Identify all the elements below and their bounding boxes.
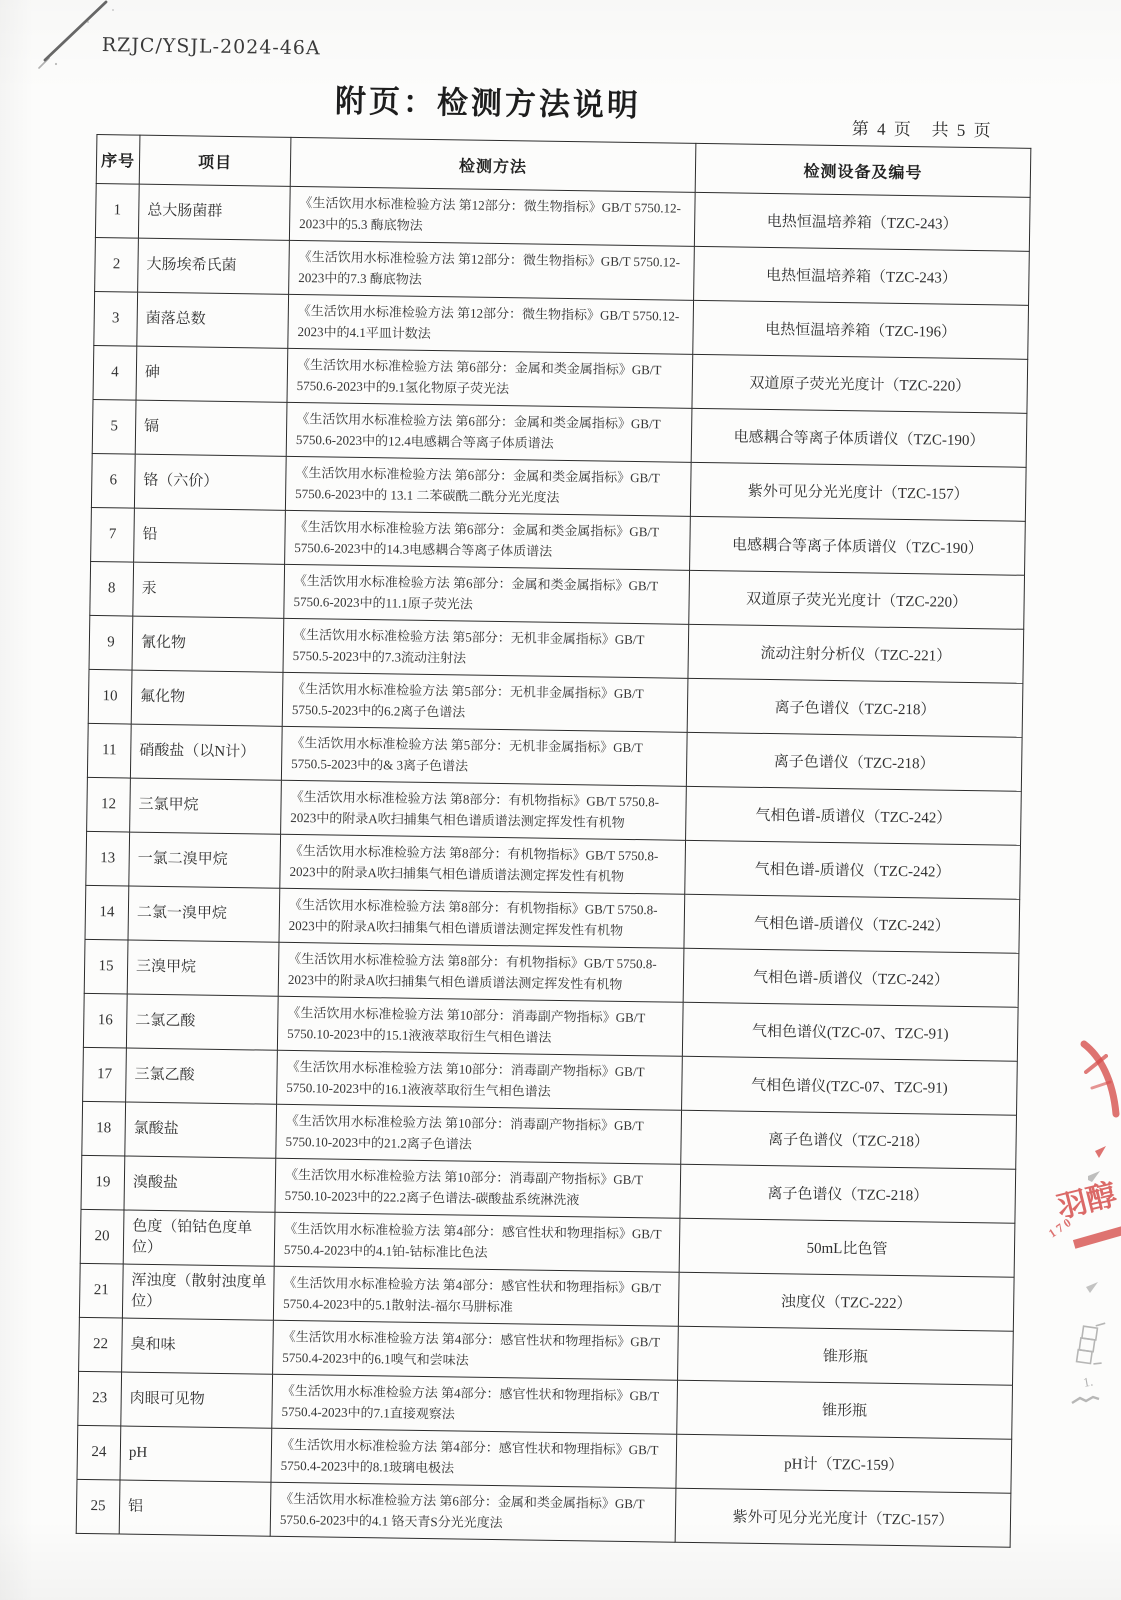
cell-method: 《生活饮用水标准检验方法 第12部分：微生物指标》GB/T 5750.12-2023中的7.3 酶底物法 (289, 240, 695, 300)
cell-serial-number: 3 (94, 291, 138, 346)
cell-method: 《生活饮用水标准检验方法 第4部分：感官性状和物理指标》GB/T 5750.4-2023中的8.1玻璃电极法 (271, 1428, 677, 1488)
cell-method: 《生活饮用水标准检验方法 第4部分：感官性状和物理指标》GB/T 5750.4-2023中的5.1散射法-福尔马肼标准 (273, 1266, 679, 1326)
methods-table-body (76, 183, 1030, 1547)
cell-item: 肉眼可见物 (121, 1372, 273, 1428)
scan-artifact-marks (1026, 1255, 1121, 1415)
cell-device: 双道原子荧光光度计（TZC-220） (689, 570, 1025, 629)
cell-device: 气相色谱-质谱仪（TZC-242） (685, 840, 1021, 899)
gray-arrow-mark (1088, 1171, 1100, 1182)
cell-device: 锥形瓶 (678, 1326, 1014, 1385)
cell-device: 气相色谱-质谱仪（TZC-242） (683, 948, 1019, 1007)
cell-item: 三氯乙酸 (126, 1048, 278, 1104)
cell-device: 双道原子荧光光度计（TZC-220） (692, 354, 1028, 413)
cell-method: 《生活饮用水标准检验方法 第10部分：消毒副产物指标》GB/T 5750.10-2023中的16.1液液萃取衍生气相色谱法 (277, 1050, 683, 1110)
cell-item: 氯酸盐 (125, 1102, 277, 1158)
cell-device: 电热恒温培养箱（TZC-243） (694, 192, 1030, 251)
cell-serial-number: 21 (79, 1263, 123, 1318)
cell-device: 离子色谱仪（TZC-218） (680, 1164, 1016, 1223)
header-serial-number: 序号 (96, 134, 140, 184)
cell-serial-number: 5 (92, 399, 136, 454)
cell-serial-number: 17 (83, 1047, 127, 1102)
cell-serial-number: 20 (80, 1209, 124, 1264)
cell-device: 电感耦合等离子体质谱仪（TZC-190） (690, 516, 1026, 575)
cell-serial-number: 25 (76, 1479, 120, 1534)
cell-item: 浑浊度（散射浊度单位） (122, 1264, 274, 1320)
cell-item: 铝 (119, 1480, 271, 1536)
cell-serial-number: 24 (77, 1425, 121, 1480)
cell-method: 《生活饮用水标准检验方法 第6部分：金属和类金属指标》GB/T 5750.6-2023中的14.3电感耦合等离子体质谱法 (285, 510, 691, 570)
cell-item: 硝酸盐（以N计） (130, 724, 282, 780)
cell-method: 《生活饮用水标准检验方法 第4部分：感官性状和物理指标》GB/T 5750.4-2023中的7.1直接观察法 (272, 1374, 678, 1434)
cell-serial-number: 9 (89, 615, 133, 670)
cell-method: 《生活饮用水标准检验方法 第4部分：感官性状和物理指标》GB/T 5750.4-2023中的6.1嗅气和尝味法 (273, 1320, 679, 1380)
cell-device: 50mL比色管 (679, 1218, 1015, 1277)
cell-serial-number: 2 (95, 237, 139, 292)
cell-serial-number: 15 (84, 939, 128, 994)
header-item: 项目 (139, 135, 291, 186)
cell-serial-number: 4 (93, 345, 137, 400)
cell-serial-number: 18 (82, 1101, 126, 1156)
cell-method: 《生活饮用水标准检验方法 第8部分：有机物指标》GB/T 5750.8-2023中的附录A吹扫捕集气相色谱质谱法测定挥发性有机物 (279, 888, 685, 948)
cell-device: 电热恒温培养箱（TZC-196） (693, 300, 1029, 359)
cell-method: 《生活饮用水标准检验方法 第5部分：无机非金属指标》GB/T 5750.5-2023中的6.2离子色谱法 (282, 672, 688, 732)
cell-device: 紫外可见分光光度计（TZC-157） (690, 462, 1026, 521)
page-number-label: 第 4 页 共 5 页 (851, 119, 993, 141)
cell-method: 《生活饮用水标准检验方法 第6部分：金属和类金属指标》GB/T 5750.6-2023中的4.1 铬天青S分光光度法 (270, 1482, 676, 1542)
cell-item: pH (120, 1426, 272, 1482)
cell-item: 三氯甲烷 (130, 778, 282, 834)
cell-method: 《生活饮用水标准检验方法 第12部分：微生物指标》GB/T 5750.12-2023中的4.1平皿计数法 (288, 294, 694, 354)
cell-item: 一氯二溴甲烷 (129, 832, 281, 888)
cell-device: 锥形瓶 (677, 1380, 1013, 1439)
cell-item: 铬（六价） (134, 454, 286, 510)
cell-item: 溴酸盐 (124, 1156, 276, 1212)
red-seal-fragment (1026, 1030, 1121, 1260)
cell-device: 气相色谱仪(TZC-07、TZC-91) (682, 1056, 1018, 1115)
methods-table (76, 134, 1032, 1548)
seal-speck (1095, 1146, 1106, 1158)
cell-item: 三溴甲烷 (127, 940, 279, 996)
cell-serial-number: 10 (88, 669, 132, 724)
cell-item: 砷 (136, 346, 288, 402)
cell-method: 《生活饮用水标准检验方法 第10部分：消毒副产物指标》GB/T 5750.10-2023中的22.2离子色谱法-碳酸盐系统淋洗液 (275, 1158, 681, 1218)
cell-device: 气相色谱-质谱仪（TZC-242） (684, 894, 1020, 953)
cell-serial-number: 7 (91, 507, 135, 562)
cell-method: 《生活饮用水标准检验方法 第5部分：无机非金属指标》GB/T 5750.5-2023中的7.3流动注射法 (283, 618, 689, 678)
cell-item: 铅 (134, 508, 286, 564)
cell-serial-number: 23 (78, 1371, 122, 1426)
seal-character-fragment: 羽醇 (1053, 1178, 1120, 1225)
cell-method: 《生活饮用水标准检验方法 第10部分：消毒副产物指标》GB/T 5750.10-2023中的15.1液液萃取衍生气相色谱法 (277, 996, 683, 1056)
page-title: 附页：检测方法说明 (334, 83, 642, 124)
cell-serial-number: 14 (85, 885, 129, 940)
cell-serial-number: 19 (81, 1155, 125, 1210)
cell-item: 二氯一溴甲烷 (128, 886, 280, 942)
cell-method: 《生活饮用水标准检验方法 第5部分：无机非金属指标》GB/T 5750.5-2023中的& 3离子色谱法 (281, 726, 687, 786)
seal-edge-bar (1073, 1223, 1121, 1249)
cell-device: 流动注射分析仪（TZC-221） (688, 624, 1024, 683)
cell-method: 《生活饮用水标准检验方法 第8部分：有机物指标》GB/T 5750.8-2023中的附录A吹扫捕集气相色谱质谱法测定挥发性有机物 (281, 780, 687, 840)
cell-serial-number: 13 (86, 831, 130, 886)
header-method: 检测方法 (290, 137, 696, 192)
cell-serial-number: 16 (83, 993, 127, 1048)
cell-item: 镉 (135, 400, 287, 456)
cell-device: 离子色谱仪（TZC-218） (687, 678, 1023, 737)
cell-method: 《生活饮用水标准检验方法 第6部分：金属和类金属指标》GB/T 5750.6-2023中的11.1原子荧光法 (284, 564, 690, 624)
document-code: RZJC/YSJL-2024-46A (101, 34, 321, 60)
cell-device: 离子色谱仪（TZC-218） (686, 732, 1022, 791)
cell-method: 《生活饮用水标准检验方法 第6部分：金属和类金属指标》GB/T 5750.6-2023中的 13.1 二苯碳酰二酰分光光度法 (285, 456, 691, 516)
cell-item: 臭和味 (122, 1318, 274, 1374)
cell-serial-number: 8 (90, 561, 134, 616)
header-device: 检测设备及编号 (695, 143, 1031, 197)
cell-serial-number: 12 (87, 777, 131, 832)
cell-device: pH计（TZC-159） (676, 1434, 1012, 1493)
cell-serial-number: 22 (79, 1317, 123, 1372)
cell-device: 离子色谱仪（TZC-218） (681, 1110, 1017, 1169)
cell-device: 电感耦合等离子体质谱仪（TZC-190） (691, 408, 1027, 467)
cell-method: 《生活饮用水标准检验方法 第6部分：金属和类金属指标》GB/T 5750.6-2023中的9.1氢化物原子荧光法 (287, 348, 693, 408)
cell-serial-number: 1 (95, 183, 139, 238)
cell-item: 氰化物 (132, 616, 284, 672)
cell-device: 电热恒温培养箱（TZC-243） (694, 246, 1030, 305)
cell-item: 二氯乙酸 (126, 994, 278, 1050)
cell-item: 总大肠菌群 (138, 184, 290, 240)
artifact-label: 1. (1081, 1373, 1095, 1390)
cell-device: 浊度仪（TZC-222） (678, 1272, 1014, 1331)
cell-method: 《生活饮用水标准检验方法 第6部分：金属和类金属指标》GB/T 5750.6-2023中的12.4电感耦合等离子体质谱法 (286, 402, 692, 462)
cell-method: 《生活饮用水标准检验方法 第8部分：有机物指标》GB/T 5750.8-2023中的附录A吹扫捕集气相色谱质谱法测定挥发性有机物 (280, 834, 686, 894)
cell-method: 《生活饮用水标准检验方法 第12部分：微生物指标》GB/T 5750.12-2023中的5.3 酶底物法 (289, 186, 695, 246)
cell-device: 气相色谱-质谱仪（TZC-242） (686, 786, 1022, 845)
document-content (76, 30, 1022, 1548)
cell-item: 汞 (133, 562, 285, 618)
cell-method: 《生活饮用水标准检验方法 第4部分：感官性状和物理指标》GB/T 5750.4-2023中的4.1铂-钴标准比色法 (274, 1212, 680, 1272)
cell-item: 氟化物 (131, 670, 283, 726)
cell-serial-number: 6 (91, 453, 135, 508)
cell-serial-number: 11 (87, 723, 131, 778)
cell-item: 色度（铂钴色度单位） (123, 1210, 275, 1266)
cell-item: 大肠埃希氏菌 (138, 238, 290, 294)
title-row (97, 72, 1022, 142)
seal-number-fragment: 1 7 0 (1045, 1215, 1074, 1241)
cell-item: 菌落总数 (137, 292, 289, 348)
cell-device: 气相色谱仪(TZC-07、TZC-91) (682, 1002, 1018, 1061)
cell-device: 紫外可见分光光度计（TZC-157） (675, 1488, 1011, 1547)
cell-method: 《生活饮用水标准检验方法 第8部分：有机物指标》GB/T 5750.8-2023中的附录A吹扫捕集气相色谱质谱法测定挥发性有机物 (278, 942, 684, 1002)
cell-method: 《生活饮用水标准检验方法 第10部分：消毒副产物指标》GB/T 5750.10-2023中的21.2离子色谱法 (276, 1104, 682, 1164)
